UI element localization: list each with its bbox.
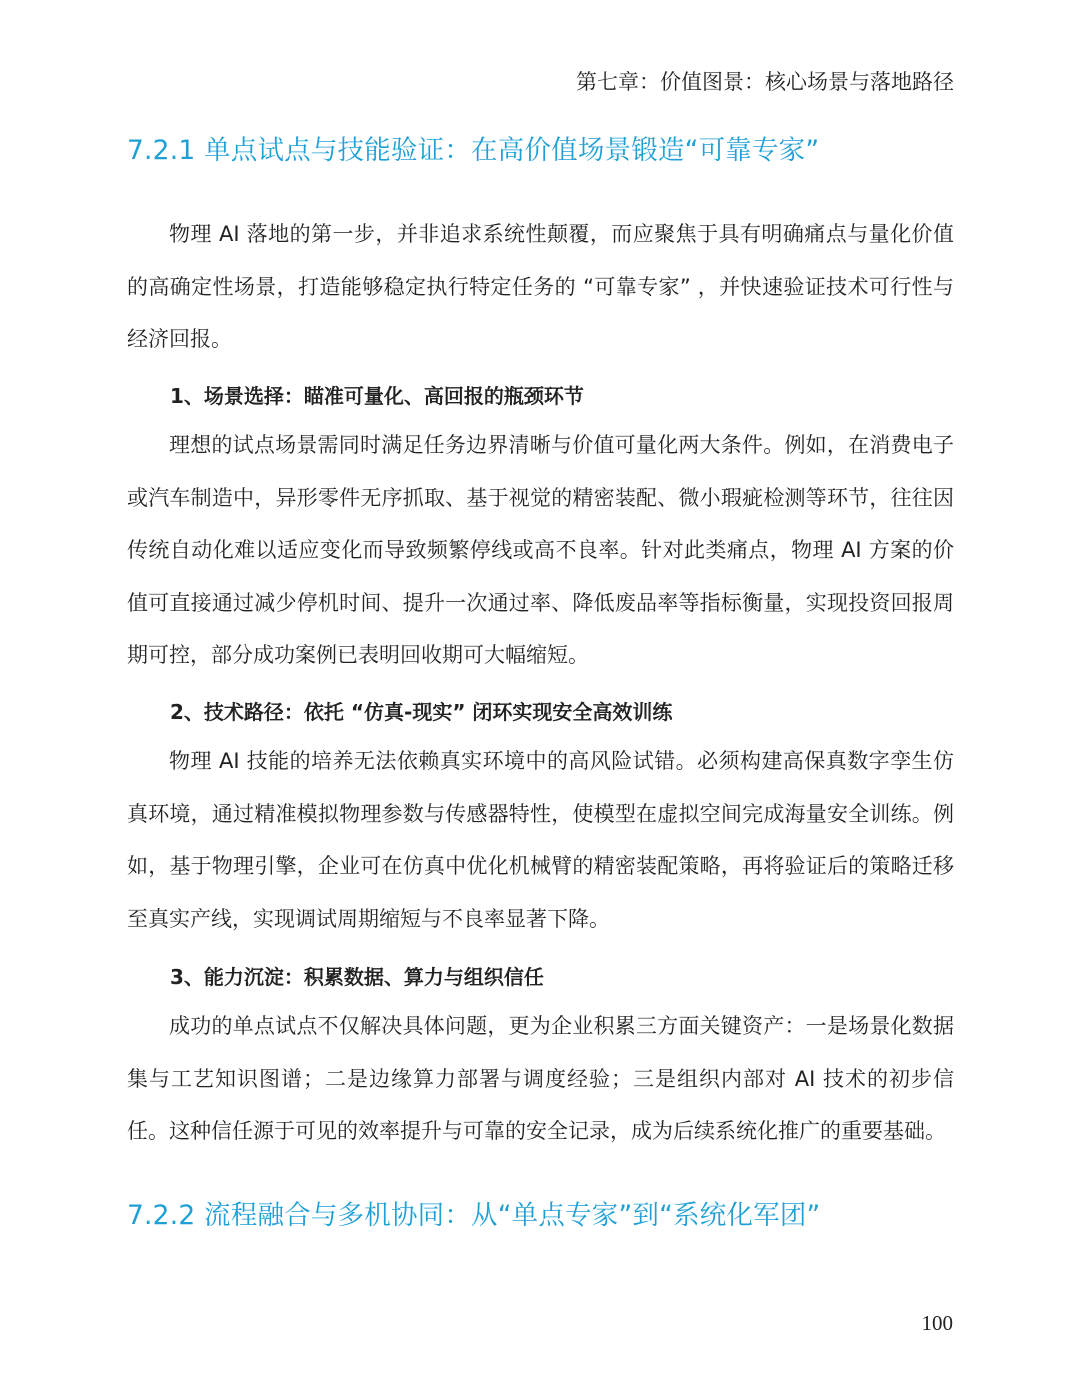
subsection-heading: 1、场景选择：瞄准可量化、高回报的瓶颈环节 xyxy=(170,384,584,408)
subsection-heading: 2、技术路径：依托 “仿真-现实” 闭环实现安全高效训练 xyxy=(170,700,673,724)
body-paragraph: 理想的试点场景需同时满足任务边界清晰与价值可量化两大条件。例如，在消费电子或汽车制造中，异形零件无序抓取、基于视觉的精密装配、微小瑕疵检测等环节，往往因传统自动化难以适应变化而导致频繁停线或高不良率。针对此类痛点，物理 AI 方案的价值可直接通过减少停机时间、提升一次通过率、降低废品率等指标衡量，实现投资回报周期可控，部分成功案例已表明回收期可大幅缩短。 xyxy=(127,433,955,667)
running-header: 第七章：价值图景：核心场景与落地路径 xyxy=(576,70,954,94)
page-number: 100 xyxy=(921,1311,953,1335)
intro-paragraph: 物理 AI 落地的第一步，并非追求系统性颠覆，而应聚焦于具有明确痛点与量化价值的高确定性场景，打造能够稳定执行特定任务的 “可靠专家” ，并快速验证技术可行性与经济回报。 xyxy=(127,222,954,351)
section-title: 7.2.1 单点试点与技能验证：在高价值场景锻造“可靠专家” xyxy=(127,135,820,166)
body-paragraph: 物理 AI 技能的培养无法依赖真实环境中的高风险试错。必须构建高保真数字孪生仿真环境，通过精准模拟物理参数与传感器特性，使模型在虚拟空间完成海量安全训练。例如，基于物理引擎，企业可在仿真中优化机械臂的精密装配策略，再将验证后的策略迁移至真实产线，实现调试周期缩短与不良率显著下降。 xyxy=(127,749,954,931)
section-title: 7.2.2 流程融合与多机协同：从“单点专家”到“系统化军团” xyxy=(127,1200,821,1231)
subsection-heading: 3、能力沉淀：积累数据、算力与组织信任 xyxy=(170,965,544,989)
body-paragraph: 成功的单点试点不仅解决具体问题，更为企业积累三方面关键资产：一是场景化数据集与工艺知识图谱；二是边缘算力部署与调度经验；三是组织内部对 AI 技术的初步信任。这种信任源于可见的效率提升与可靠的安全记录，成为后续系统化推广的重要基础。 xyxy=(127,1014,954,1143)
